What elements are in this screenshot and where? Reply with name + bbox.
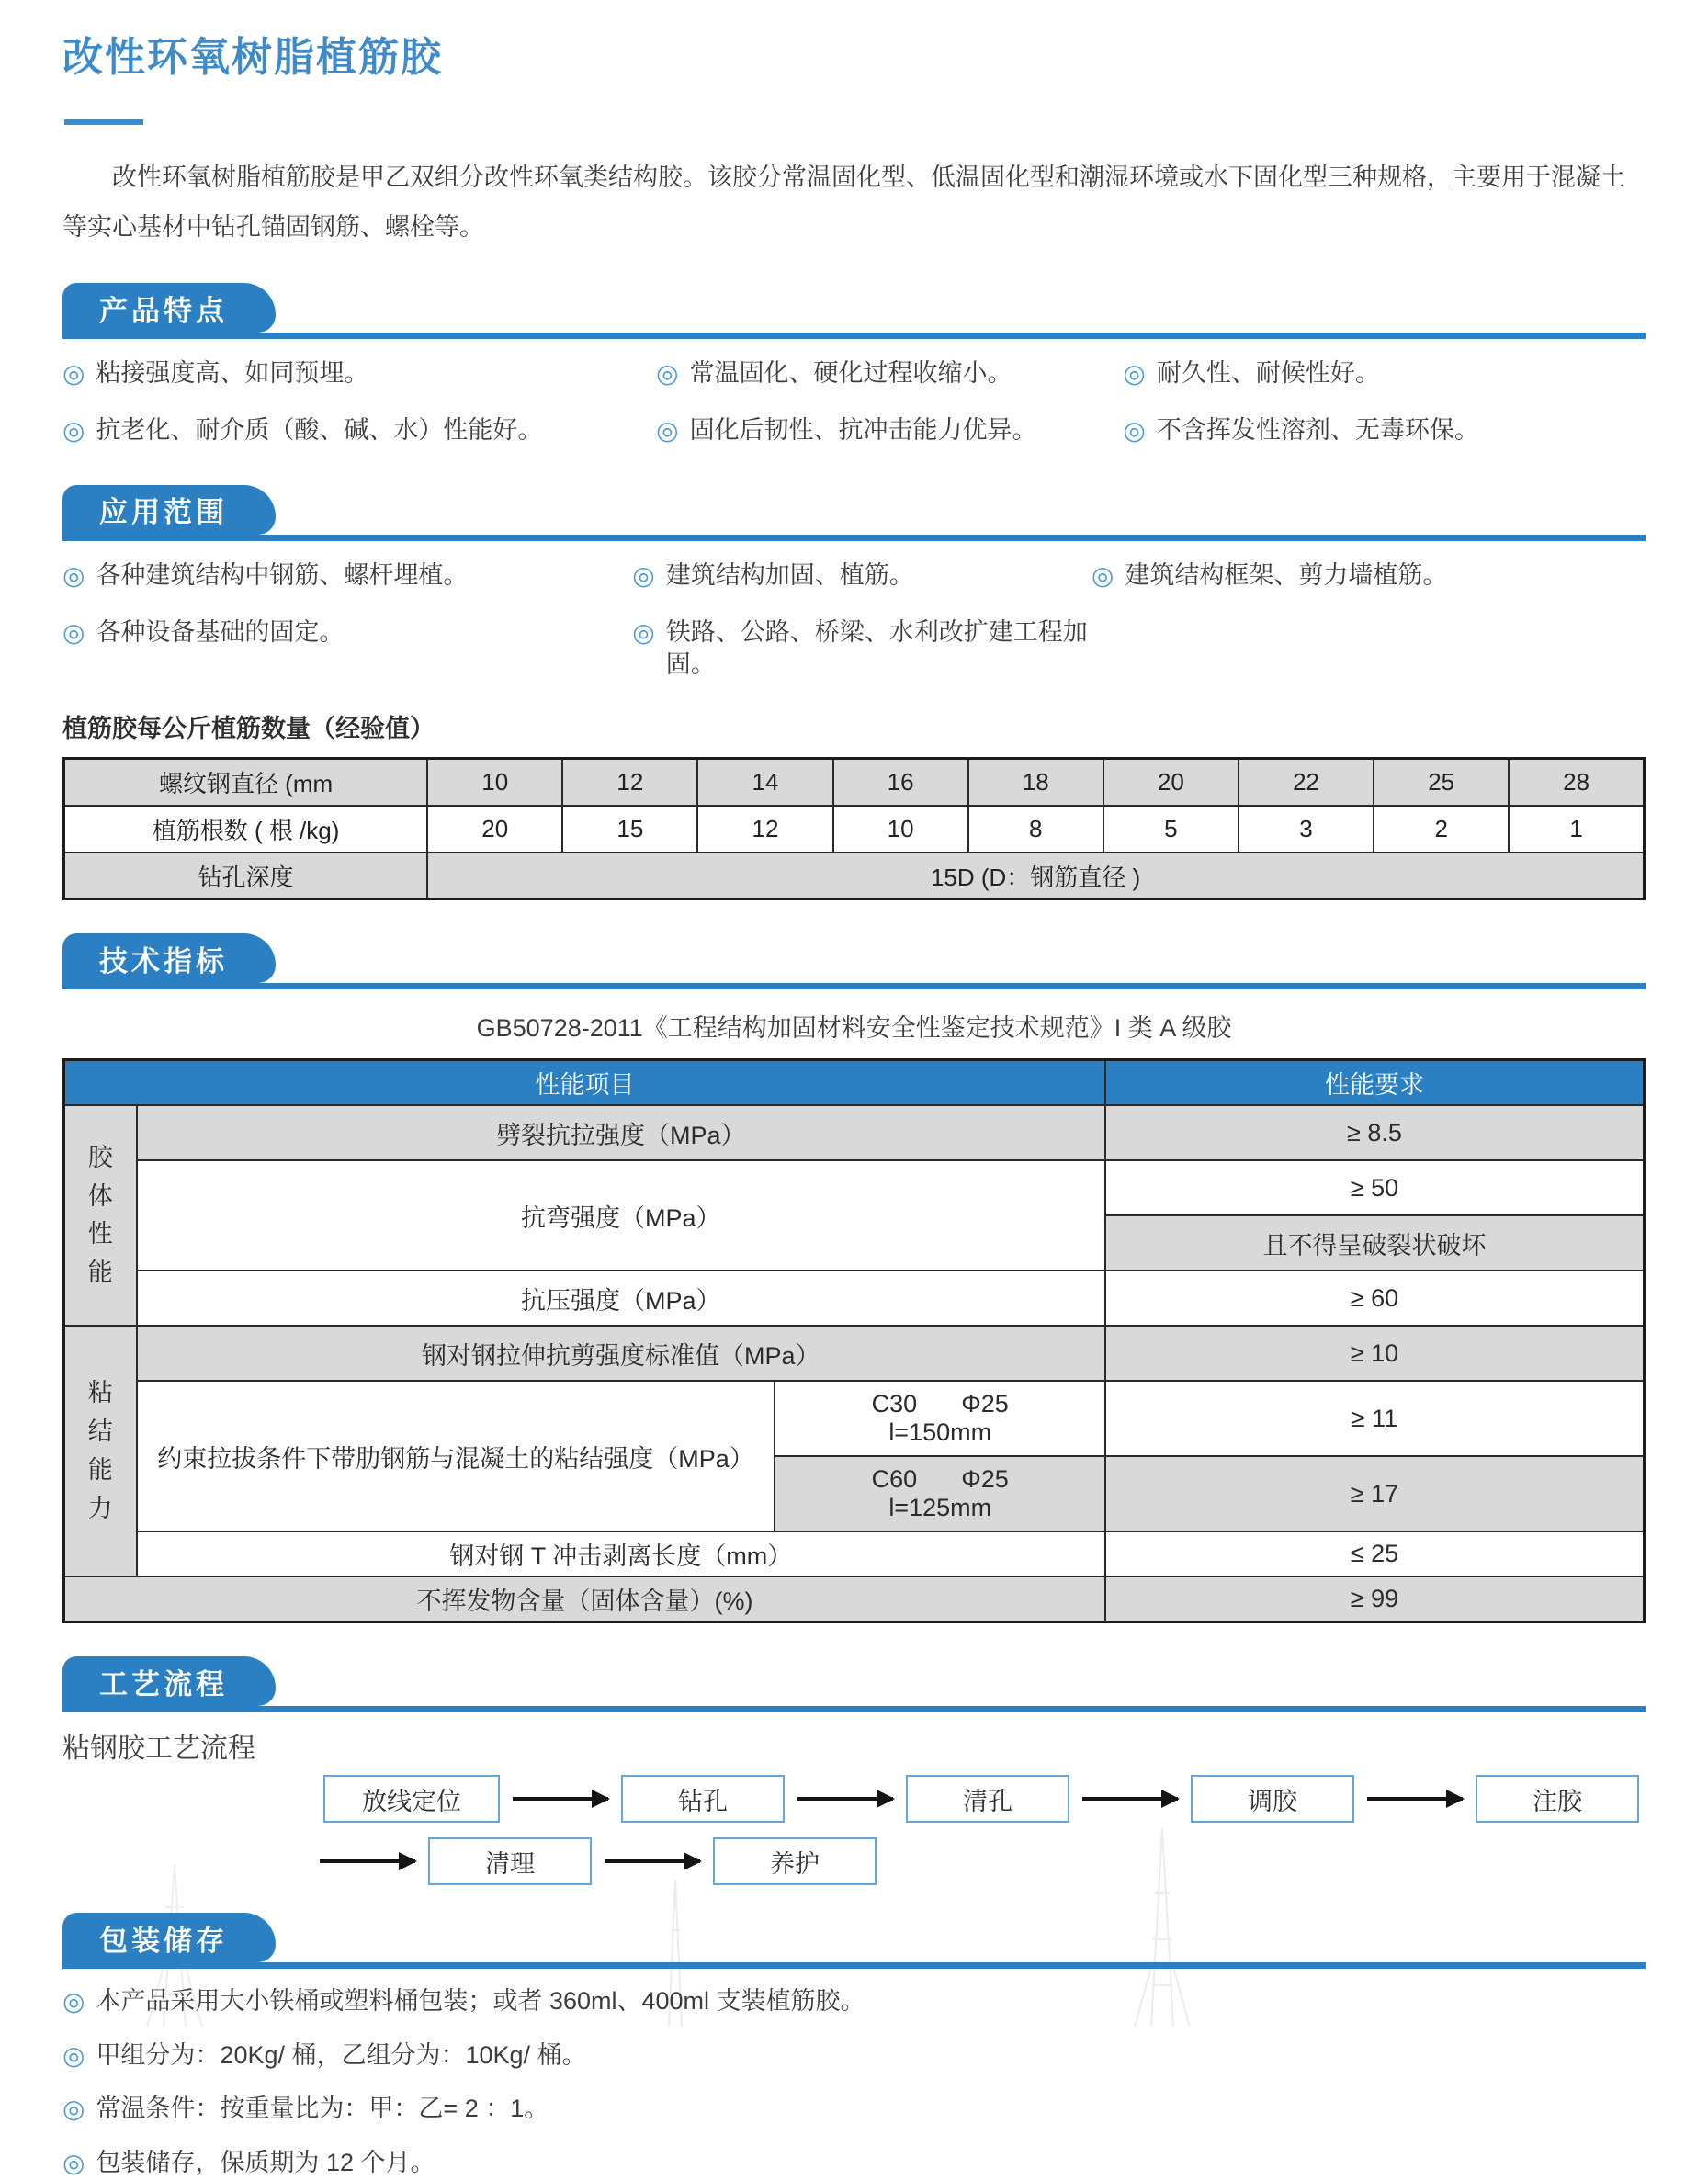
application-item xyxy=(62,616,632,681)
process-step: 清孔 xyxy=(906,1775,1069,1823)
arrow-right-icon xyxy=(513,1797,608,1801)
depth-row-label: 钻孔深度 xyxy=(64,853,428,899)
process-step: 注胶 xyxy=(1476,1775,1639,1823)
bullseye-bullet-icon: ◎ xyxy=(62,359,85,388)
section-header-process xyxy=(62,1656,1646,1712)
anchor-length: l=150mm xyxy=(888,1418,992,1447)
bullseye-bullet-icon: ◎ xyxy=(1091,560,1114,590)
bullseye-bullet-icon: ◎ xyxy=(62,2040,85,2070)
feature-item xyxy=(1123,414,1646,447)
feature-text: 耐久性、耐候性好。 xyxy=(1156,359,1380,387)
section-header-specs xyxy=(62,933,1646,989)
application-item xyxy=(632,616,1092,681)
bullseye-bullet-icon: ◎ xyxy=(632,618,655,648)
packaging-list xyxy=(62,1985,1646,2180)
spec-item: 不挥发物含量（固体含量）(%) xyxy=(64,1576,1105,1622)
feature-item xyxy=(656,414,1123,447)
section-tab-packaging: 包装储存 xyxy=(62,1913,276,1962)
rebar-diameter: Φ25 xyxy=(961,1390,1009,1418)
bullseye-bullet-icon: ◎ xyxy=(632,560,655,590)
concrete-grade: C60 xyxy=(871,1465,918,1494)
packaging-item xyxy=(62,2039,1646,2073)
packaging-text: 甲组分为：20Kg/ 桶，乙组分为：10Kg/ 桶。 xyxy=(96,2040,587,2069)
counts-row-label: 植筋根数 ( 根 /kg) xyxy=(64,806,428,853)
section-header-applications xyxy=(62,485,1646,541)
section-packaging xyxy=(62,1913,1646,2180)
feature-text: 常温固化、硬化过程收缩小。 xyxy=(689,359,1012,387)
spec-row-shear xyxy=(64,1326,1645,1381)
application-text: 建筑结构框架、剪力墙植筋。 xyxy=(1125,560,1448,589)
dosage-counts-row xyxy=(64,806,1645,853)
bullseye-bullet-icon: ◎ xyxy=(62,2148,85,2177)
section-features xyxy=(62,283,1646,448)
spec-req: ≥ 10 xyxy=(1105,1326,1645,1381)
application-text: 各种建筑结构中钢筋、螺杆埋植。 xyxy=(96,560,469,589)
specs-table xyxy=(62,1058,1646,1623)
feature-text: 粘接强度高、如同预埋。 xyxy=(96,359,369,387)
process-step: 放线定位 xyxy=(323,1775,500,1823)
diameter-cell: 28 xyxy=(1509,759,1644,806)
spec-item: 约束拉拔条件下带肋钢筋与混凝土的粘结强度（MPa） xyxy=(137,1381,775,1531)
section-tab-features: 产品特点 xyxy=(62,283,276,333)
application-text: 铁路、公路、桥梁、水利改扩建工程加固。 xyxy=(665,618,1088,679)
packaging-item xyxy=(62,2093,1646,2126)
diameter-cell: 14 xyxy=(697,759,832,806)
specs-col-req: 性能要求 xyxy=(1105,1060,1645,1106)
diameter-cell: 16 xyxy=(833,759,968,806)
group-label-bond: 粘结能力 xyxy=(64,1326,137,1576)
process-flow-row-2 xyxy=(320,1837,1646,1885)
spec-req: ≥ 60 xyxy=(1105,1271,1645,1326)
application-item xyxy=(1092,559,1646,593)
spec-req: ≥ 11 xyxy=(1105,1381,1645,1456)
spec-item: 劈裂抗拉强度（MPa） xyxy=(137,1105,1105,1160)
section-applications xyxy=(62,485,1646,682)
packaging-item xyxy=(62,2147,1646,2180)
bullseye-bullet-icon: ◎ xyxy=(62,560,85,590)
spec-row-flexural-1 xyxy=(64,1160,1645,1215)
arrow-right-icon xyxy=(605,1859,700,1863)
feature-text: 固化后韧性、抗冲击能力优异。 xyxy=(689,416,1037,445)
diameter-cell: 20 xyxy=(1103,759,1239,806)
packaging-item xyxy=(62,1985,1646,2018)
count-cell: 10 xyxy=(833,806,968,853)
section-process xyxy=(62,1656,1646,1885)
feature-text: 不含挥发性溶剂、无毒环保。 xyxy=(1156,416,1479,445)
bond-condition-line xyxy=(785,1390,1094,1418)
anchor-length: l=125mm xyxy=(888,1494,992,1522)
count-cell: 1 xyxy=(1509,806,1644,853)
process-subtitle: 粘钢胶工艺流程 xyxy=(62,1734,255,1765)
bullseye-bullet-icon: ◎ xyxy=(1123,359,1146,388)
spec-req: 且不得呈破裂状破坏 xyxy=(1105,1215,1645,1271)
spec-req: ≤ 25 xyxy=(1105,1531,1645,1576)
bullseye-bullet-icon: ◎ xyxy=(62,1987,85,2016)
diameter-cell: 10 xyxy=(427,759,562,806)
spec-req: ≥ 50 xyxy=(1105,1160,1645,1215)
count-cell: 3 xyxy=(1239,806,1374,853)
spec-item: 抗弯强度（MPa） xyxy=(137,1160,1105,1271)
count-cell: 2 xyxy=(1374,806,1509,853)
bullseye-bullet-icon: ◎ xyxy=(62,2095,85,2124)
diameter-cell: 18 xyxy=(968,759,1103,806)
spec-row-peel xyxy=(64,1531,1645,1576)
section-tab-process: 工艺流程 xyxy=(62,1656,276,1706)
bond-condition-line xyxy=(785,1465,1094,1494)
group-label-gel: 胶体性能 xyxy=(64,1105,137,1326)
spec-req: ≥ 17 xyxy=(1105,1456,1645,1531)
bullseye-bullet-icon: ◎ xyxy=(62,416,85,446)
count-cell: 5 xyxy=(1103,806,1239,853)
packaging-text: 本产品采用大小铁桶或塑料桶包装；或者 360ml、400ml 支装植筋胶。 xyxy=(96,1987,865,2016)
section-tab-specs: 技术指标 xyxy=(62,933,276,983)
diameter-cell: 22 xyxy=(1239,759,1374,806)
packaging-text: 包装储存，保质期为 12 个月。 xyxy=(96,2148,435,2176)
feature-item xyxy=(656,357,1123,390)
dosage-depth-row xyxy=(64,853,1645,899)
arrow-right-icon xyxy=(1082,1797,1178,1801)
process-flow-row-1 xyxy=(323,1775,1646,1823)
count-cell: 8 xyxy=(968,806,1103,853)
feature-item xyxy=(62,357,656,390)
application-item xyxy=(632,559,1092,593)
rebar-diameter: Φ25 xyxy=(961,1465,1009,1494)
count-cell: 12 xyxy=(697,806,832,853)
bond-condition-c30 xyxy=(775,1381,1104,1456)
process-step: 清理 xyxy=(428,1837,592,1885)
spec-req: ≥ 99 xyxy=(1105,1576,1645,1622)
spec-row-bond-c30 xyxy=(64,1381,1645,1456)
spec-row-nonvolatile xyxy=(64,1576,1645,1622)
features-list xyxy=(62,357,1646,448)
bullseye-bullet-icon: ◎ xyxy=(1123,416,1146,446)
bond-condition-c60 xyxy=(775,1456,1104,1531)
section-header-packaging xyxy=(62,1913,1646,1969)
count-cell: 15 xyxy=(562,806,697,853)
arrow-right-icon xyxy=(320,1859,415,1863)
process-step: 调胶 xyxy=(1191,1775,1354,1823)
page-title: 改性环氧树脂植筋胶 xyxy=(62,35,443,80)
packaging-text: 常温条件：按重量比为：甲：乙= 2 ：1。 xyxy=(96,2095,549,2123)
specs-standard-caption: GB50728-2011《工程结构加固材料安全性鉴定技术规范》I 类 A 级胶 xyxy=(476,1014,1232,1043)
bullseye-bullet-icon: ◎ xyxy=(656,359,679,388)
application-text: 建筑结构加固、植筋。 xyxy=(665,560,914,589)
process-step: 钻孔 xyxy=(621,1775,785,1823)
count-cell: 20 xyxy=(427,806,562,853)
spec-item: 钢对钢拉伸抗剪强度标准值（MPa） xyxy=(137,1326,1105,1381)
arrow-right-icon xyxy=(797,1797,893,1801)
spec-item: 钢对钢 T 冲击剥离长度（mm） xyxy=(137,1531,1105,1576)
bullseye-bullet-icon: ◎ xyxy=(656,416,679,446)
specs-col-item: 性能项目 xyxy=(64,1060,1105,1106)
spec-row-split-tensile xyxy=(64,1105,1645,1160)
diameter-cell: 12 xyxy=(562,759,697,806)
application-text: 各种设备基础的固定。 xyxy=(96,618,345,647)
dosage-header-label: 螺纹钢直径 (mm xyxy=(64,759,428,806)
specs-header-row xyxy=(64,1060,1645,1106)
process-step: 养护 xyxy=(713,1837,877,1885)
spec-row-compressive xyxy=(64,1271,1645,1326)
section-header-features xyxy=(62,283,1646,339)
dosage-table xyxy=(62,757,1646,900)
feature-text: 抗老化、耐介质（酸、碱、水）性能好。 xyxy=(96,416,543,445)
title-underline xyxy=(64,119,143,125)
concrete-grade: C30 xyxy=(871,1390,918,1418)
dosage-table-title: 植筋胶每公斤植筋数量（经验值） xyxy=(62,715,435,743)
section-tab-applications: 应用范围 xyxy=(62,485,276,535)
section-specs xyxy=(62,933,1646,1623)
feature-item xyxy=(1123,357,1646,390)
spec-req: ≥ 8.5 xyxy=(1105,1105,1645,1160)
intro-paragraph: 改性环氧树脂植筋胶是甲乙双组分改性环氧类结构胶。该胶分常温固化型、低温固化型和潮湿环境或水下固化型三种规格，主要用于混凝土等实心基材中钻孔锚固钢筋、螺栓等。 xyxy=(62,164,1625,241)
diameter-cell: 25 xyxy=(1374,759,1509,806)
depth-row-value: 15D (D：钢筋直径 ) xyxy=(427,853,1644,899)
arrow-right-icon xyxy=(1367,1797,1463,1801)
applications-list xyxy=(62,559,1646,682)
bullseye-bullet-icon: ◎ xyxy=(62,618,85,648)
feature-item xyxy=(62,414,656,447)
application-item xyxy=(62,559,632,593)
spec-item: 抗压强度（MPa） xyxy=(137,1271,1105,1326)
dosage-header-row xyxy=(64,759,1645,806)
